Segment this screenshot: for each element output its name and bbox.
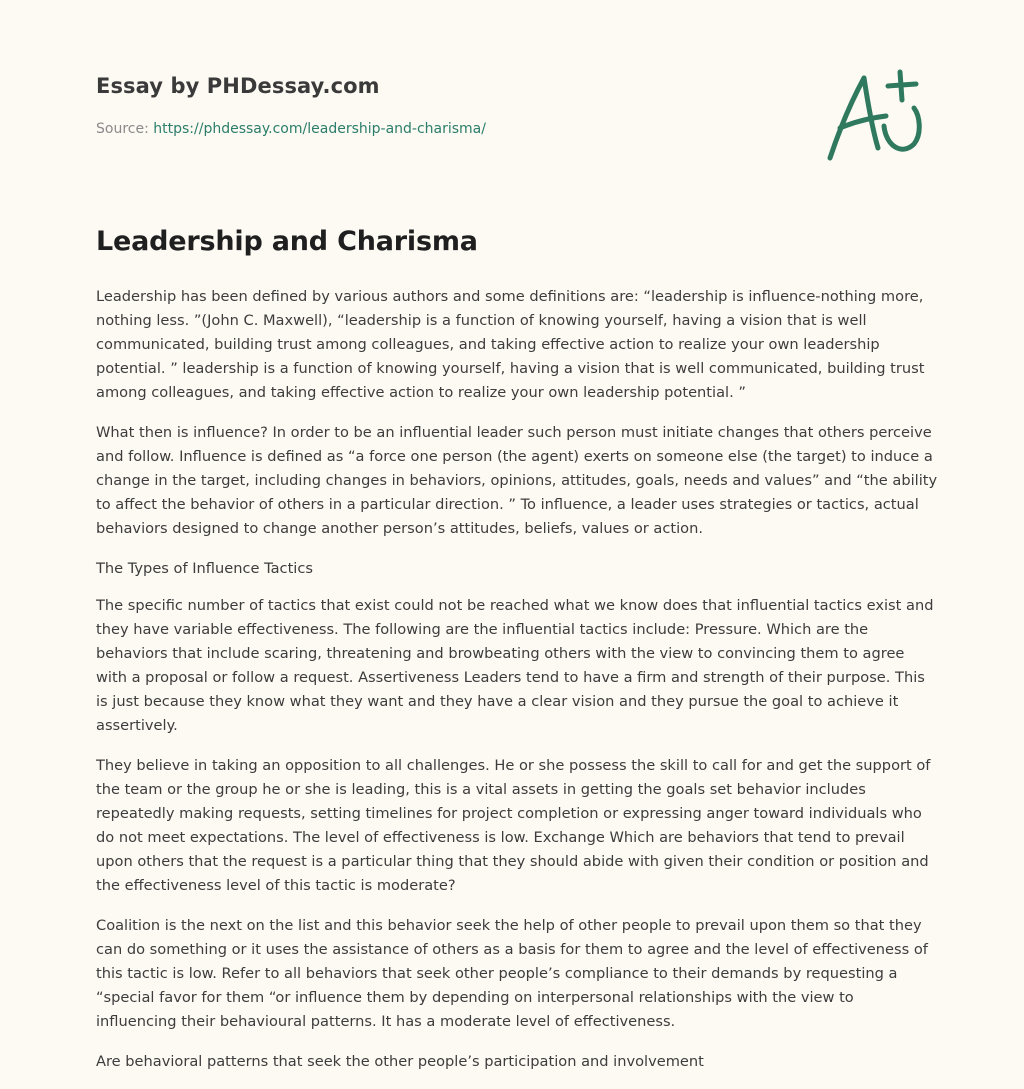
article-body (96, 285, 938, 1089)
source-label: Source: (96, 121, 149, 137)
paragraph: What then is influence? In order to be an influential leader such person must initiate changes that others perceive and follow. Influence is defined as “a force one person (the agent) exerts on someone else (the target) to induce a change in the target, including changes in behaviors, opinions, attitudes, goals, needs and values” and “the ability to affect the behavior of others in a particular direction. ” To influence, a leader uses strategies or tactics, actual behaviors designed to change another person’s attitudes, beliefs, values or action. (96, 424, 938, 537)
paragraph: The specific number of tactics that exist could not be reached what we know does that influential tactics exist and they have variable effectiveness. The following are the influential tactics include: Pressure. Which are the behaviors that include scaring, threatening and browbeating others with the view to convincing them to agree with a proposal or follow a request. Assertiveness Leaders tend to have a firm and strength of their purpose. This is just because they know what they want and they have a clear vision and they pursue the goal to achieve it assertively. (96, 597, 934, 734)
paragraph: Coalition is the next on the list and this behavior seek the help of other people to prevail upon them so that they can do something or it uses the assistance of others as a basis for them to agree and the level of effectiveness of this tactic is low. Refer to all behaviors that seek other people’s compliance to their demands by requesting a “special favor for them “or influence them by depending on interpersonal relationships with the view to influencing their behavioural patterns. It has a moderate level of effectiveness. (96, 917, 928, 1030)
a-plus-logo-icon (822, 66, 928, 166)
paragraph: Leadership has been defined by various authors and some definitions are: “leadership is influence-nothing more, nothing less. ”(John C. Maxwell), “leadership is a function of knowing yourself, having a vision that is well communicated, building trust among colleagues, and taking effective action to realize your own leadership potential. ” leadership is a function of knowing yourself, having a vision that is well communicated, building trust among colleagues, and taking effective action to realize your own leadership potential. ” (96, 288, 925, 401)
source-line (96, 121, 796, 137)
brand-title: Essay by PHDessay.com (96, 74, 380, 98)
article-title: Leadership and Charisma (96, 226, 478, 257)
source-link[interactable]: https://phdessay.com/leadership-and-charisma/ (153, 121, 486, 137)
paragraph: Are behavioral patterns that seek the other people’s participation and involvement (96, 1053, 704, 1070)
paragraph: They believe in taking an opposition to all challenges. He or she possess the skill to call for and get the support of the team or the group he or she is leading, this is a vital assets in getting the goals set behavior includes repeatedly making requests, setting timelines for project completion or expressing anger toward individuals who do not meet expectations. The level of effectiveness is low. Exchange Which are behaviors that tend to prevail upon others that the request is a particular thing that they should abide with given their condition or position and the effectiveness level of this tactic is moderate? (96, 757, 931, 894)
section-heading: The Types of Influence Tactics (96, 560, 313, 577)
page-header (96, 74, 796, 137)
